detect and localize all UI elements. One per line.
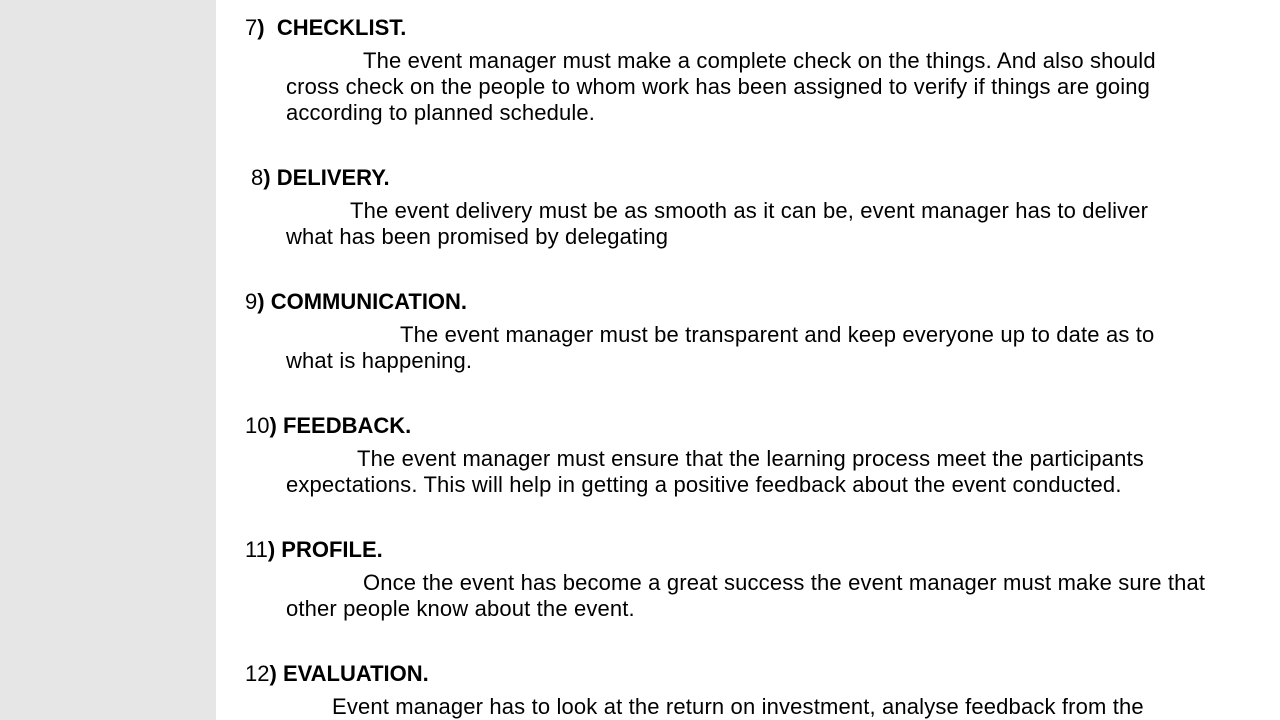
section-paren: ): [257, 289, 265, 314]
section-heading-feedback: [245, 413, 411, 439]
left-gutter: [0, 0, 216, 720]
document-page: [216, 0, 1280, 720]
section-paren: ): [269, 413, 277, 438]
section-number: 11: [245, 537, 268, 562]
paragraph-line: what is happening.: [286, 348, 473, 373]
paragraph-line: other people know about the event.: [286, 596, 635, 621]
paragraph-line: The event manager must ensure that the learning process meet the participants: [357, 446, 1144, 471]
paragraph-line: cross check on the people to whom work has been assigned to verify if things are going: [286, 74, 1151, 99]
section-number: 8: [251, 165, 264, 190]
section-title: PROFILE.: [281, 537, 383, 562]
section-paren: ): [263, 165, 271, 190]
paragraph-line: The event delivery must be as smooth as it can be, event manager has to deliver: [350, 198, 1149, 223]
section-heading-profile: [245, 537, 383, 563]
section-number: 10: [245, 413, 270, 438]
section-paren: ): [267, 537, 276, 562]
section-title: COMMUNICATION.: [270, 289, 468, 314]
section-paren: ): [257, 15, 265, 40]
section-number: 12: [245, 661, 270, 686]
section-title: EVALUATION.: [282, 661, 429, 686]
section-paren: ): [269, 661, 277, 686]
section-title: DELIVERY.: [276, 165, 390, 190]
paragraph-line: Event manager has to look at the return on investment, analyse feedback from the: [332, 694, 1144, 719]
paragraph-line: The event manager must make a complete check on the things. And also should: [363, 48, 1156, 73]
paragraph-line: what has been promised by delegating: [286, 224, 669, 249]
section-title: CHECKLIST.: [276, 15, 407, 40]
paragraph-line: Once the event has become a great success the event manager must make sure that: [363, 570, 1206, 595]
paragraph-line: according to planned schedule.: [286, 100, 596, 125]
paragraph-line: The event manager must be transparent and keep everyone up to date as to: [400, 322, 1155, 347]
paragraph-line: expectations. This will help in getting a positive feedback about the event conducted.: [286, 472, 1122, 497]
section-heading-communication: [245, 289, 467, 315]
section-number: 9: [245, 289, 258, 314]
section-heading-checklist: [245, 15, 406, 41]
section-heading-delivery: [251, 165, 390, 191]
section-heading-evaluation: [245, 661, 429, 687]
section-title: FEEDBACK.: [282, 413, 412, 438]
section-number: 7: [245, 15, 258, 40]
